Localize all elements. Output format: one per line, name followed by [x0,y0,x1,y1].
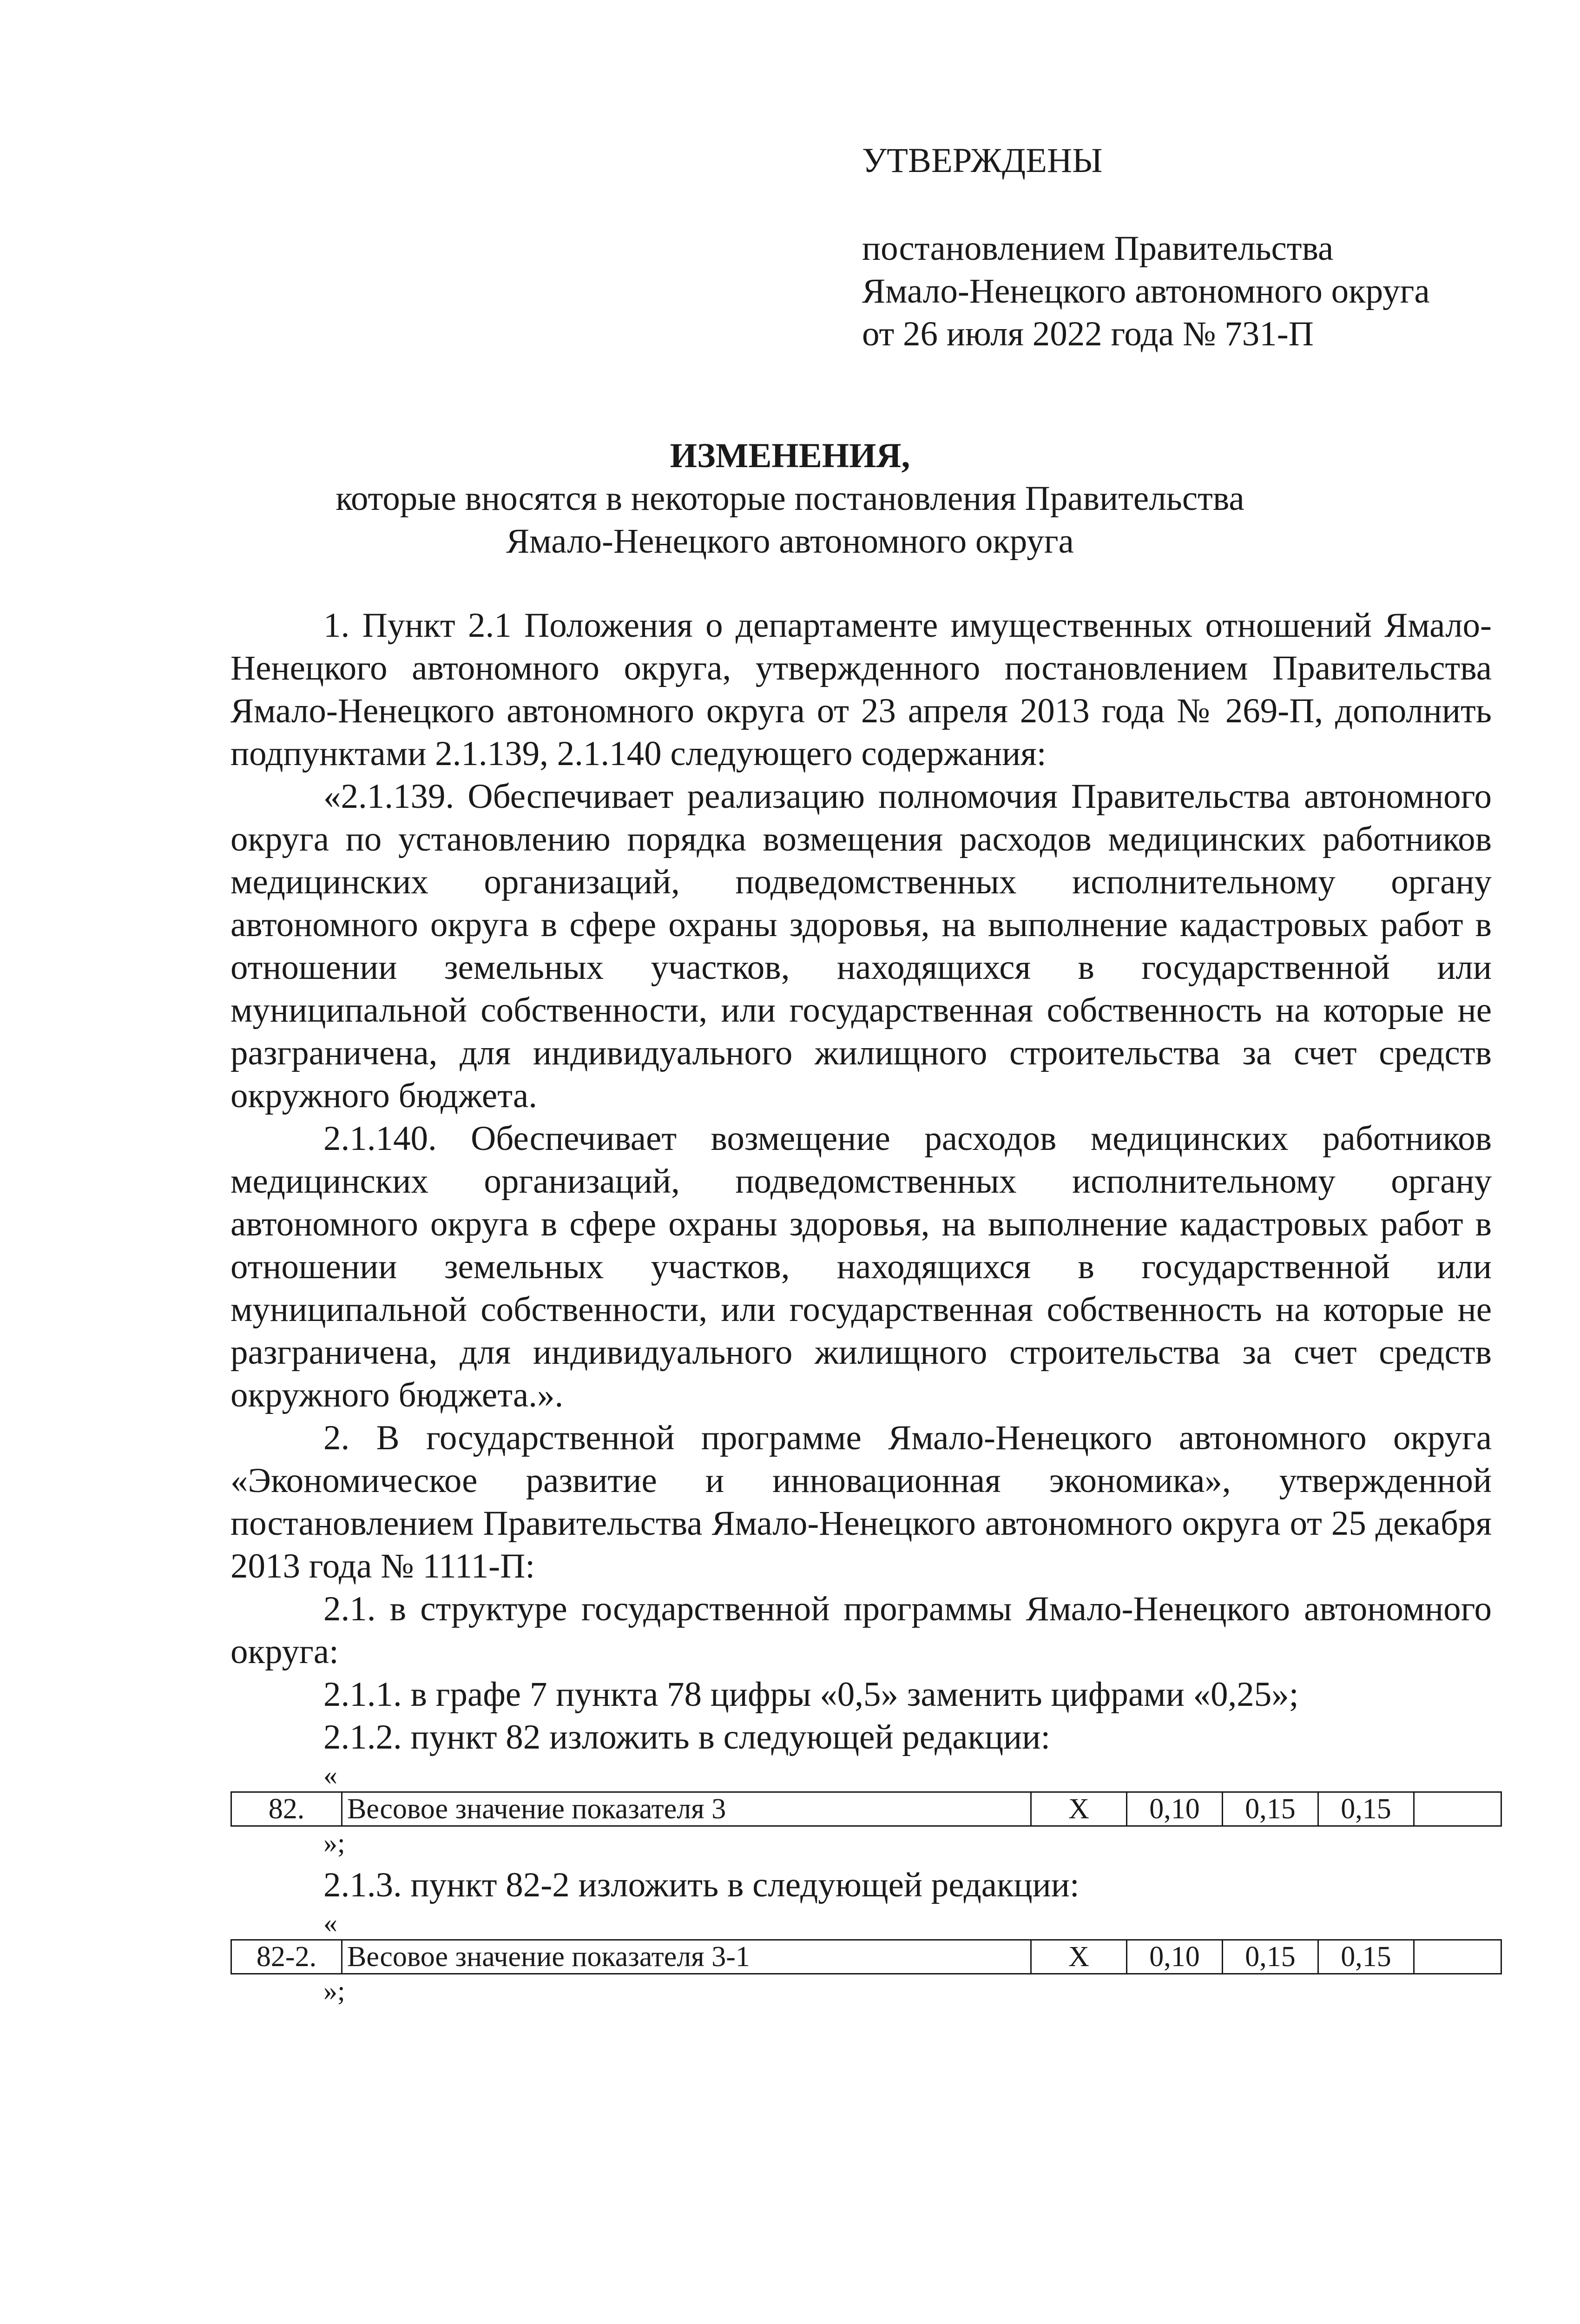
cell-name: Весовое значение показателя 3 [342,1792,1031,1826]
approval-block [862,139,1559,356]
quote-open-1: « [323,1760,337,1790]
paragraph-2: 2. В государственной программе Ямало-Ненецкого автономного округа «Экономическое развитие и инновационная экономика», утвержденной постановлением Правительства Ямало-Ненецкого автономного округа от 25 декабря 2013 года № 1111-П: [230,1419,1492,1585]
cell-name: Весовое значение показателя 3-1 [342,1940,1031,1974]
heading-title: ИЗМЕНЕНИЯ, [670,436,910,475]
paragraph-211: 2.1.1. в графе 7 пункта 78 цифры «0,5» заменить цифрами «0,25»; [323,1675,1299,1714]
paragraph-1: 1. Пункт 2.1 Положения о департаменте имущественных отношений Ямало-Ненецкого автономного округа, утвержденного постановлением Правительства Ямало-Ненецкого автономного округа от 23 апреля 2013 года № 269-П, дополнить подпунктами 2.1.139, 2.1.140 следующего содержания: [230,606,1492,773]
approval-line-2: Ямало-Ненецкого автономного округа [862,272,1430,310]
cell-value-2: 0,15 [1223,1792,1318,1826]
cell-value-1: 0,10 [1127,1792,1223,1826]
indicator-table-82 [230,1791,1502,1827]
table-row [231,1792,1501,1826]
quote-close-2: »; [323,1975,345,2006]
paragraph-2139: «2.1.139. Обеспечивает реализацию полномочия Правительства автономного округа по установлению порядка возмещения расходов медицинских работников медицинских организаций, подведомственных исполнительному органу автономного округа в сфере охраны здоровья, на выполнение кадастровых работ в отношении земельных участков, находящихся в государственной или муниципальной собственности, или государственная собственность на которые не разграничена, для индивидуального жилищного строительства за счет средств окружного бюджета. [230,777,1492,1115]
indicator-table-82-2 [230,1939,1502,1974]
cell-value-1: 0,10 [1127,1940,1223,1974]
document-body [230,604,1492,2012]
table-row [231,1940,1501,1974]
paragraph-2140: 2.1.140. Обеспечивает возмещение расходов медицинских работников медицинских организаций, подведомственных исполнительному органу автономного округа в сфере охраны здоровья, на выполнение кадастровых работ в отношении земельных участков, находящихся в государственной или муниципальной собственности, или государственная собственность на которые не разграничена, для индивидуального жилищного строительства за счет средств окружного бюджета.». [230,1119,1492,1414]
paragraph-21: 2.1. в структуре государственной программы Ямало-Ненецкого автономного округа: [230,1590,1492,1671]
quote-close-1: »; [323,1828,345,1858]
heading-subtitle-2: Ямало-Ненецкого автономного округа [506,522,1074,561]
approval-line-1: постановлением Правительства [862,229,1334,268]
cell-x: X [1031,1940,1127,1974]
cell-value-2: 0,15 [1223,1940,1318,1974]
cell-x: X [1031,1792,1127,1826]
cell-number: 82. [231,1792,342,1826]
cell-value-3: 0,15 [1318,1792,1414,1826]
cell-value-3: 0,15 [1318,1940,1414,1974]
document-heading [0,435,1580,563]
approval-title: УТВЕРЖДЕНЫ [862,141,1103,180]
quote-open-2: « [323,1908,337,1938]
approval-line-3: от 26 июля 2022 года № 731-П [862,315,1314,353]
cell-value-4 [1414,1792,1501,1826]
cell-value-4 [1414,1940,1501,1974]
cell-number: 82-2. [231,1940,342,1974]
heading-subtitle-1: которые вносятся в некоторые постановления Правительства [336,479,1244,518]
paragraph-212: 2.1.2. пункт 82 изложить в следующей редакции: [323,1718,1051,1756]
paragraph-213: 2.1.3. пункт 82-2 изложить в следующей редакции: [323,1866,1080,1904]
